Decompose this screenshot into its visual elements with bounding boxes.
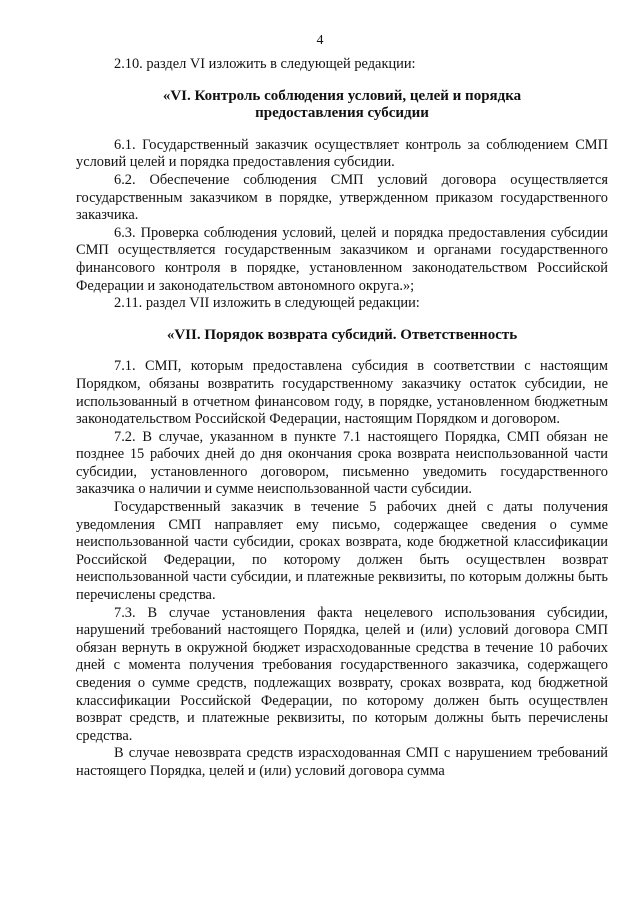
page-number: 4 xyxy=(316,33,324,48)
paragraph-7-1: 7.1. СМП, которым предоставлена субсидия в соответствии с настоящим Порядком, обязаны возвратить государственному заказчику остаток субсидии, не использованный в отчетном финансовом году, в порядке, установленном бюджетным законодательством Российской Федерации, настоящим Порядком и договором. xyxy=(76,358,608,428)
section-6-heading-line-2: предоставления субсидии xyxy=(255,105,429,122)
section-6-heading-line-1: «VI. Контроль соблюдения условий, целей и порядка xyxy=(162,87,522,104)
paragraph-6-1: 6.1. Государственный заказчик осуществляет контроль за соблюдением СМП условий целей и порядка предоставления субсидии. xyxy=(76,136,608,171)
paragraph-6-2: 6.2. Обеспечение соблюдения СМП условий договора осуществляется государственным заказчиком в порядке, утвержденном приказом государственного заказчика. xyxy=(76,171,608,224)
amendment-item-2-10: 2.10. раздел VI изложить в следующей редакции: xyxy=(114,56,416,72)
paragraph-7-2-continued: Государственный заказчик в течение 5 рабочих дней с даты получения уведомления СМП направляет ему письмо, содержащее сведения о сумме неиспользованной части субсидии, сроках возврата, коде бюджетной классификации Российской Федерации, по которому должен быть осуществлен возврат неиспользованной части субсидии, и платежные реквизиты, по которым должны быть перечислены средства. xyxy=(76,499,608,604)
paragraph-7-3-continued: В случае невозврата средств израсходованная СМП с нарушением требований настоящего Порядка, целей и (или) условий договора сумма xyxy=(76,745,608,779)
section-7-heading: «VII. Порядок возврата субсидий. Ответственность xyxy=(166,326,518,343)
amendment-item-2-11: 2.11. раздел VII изложить в следующей редакции: xyxy=(114,295,420,312)
document-body xyxy=(76,56,608,781)
paragraph-6-3: 6.3. Проверка соблюдения условий, целей и порядка предоставления субсидии СМП осуществляется государственным заказчиком и органами государственного финансового контроля в порядке, установленном законодательством Российской Федерации и законодательством автономного округа.»; xyxy=(76,224,608,294)
paragraph-7-2: 7.2. В случае, указанном в пункте 7.1 настоящего Порядка, СМП обязан не позднее 15 рабочих дней до дня окончания срока возврата неиспользованной части субсидии, установленного договором, письменно уведомить государственного заказчика о наличии и сумме неиспользованной части субсидии. xyxy=(76,428,608,498)
paragraph-7-3: 7.3. В случае установления факта нецелевого использования субсидии, нарушений требований настоящего Порядка, целей и (или) условий договора СМП обязан вернуть в окружной бюджет израсходованные средства в течение 10 рабочих дней с момента получения требования государственного заказчика, содержащего сведения о сумме средств, подлежащих возврату, сроках возврата, код бюджетной классификации Российской Федерации, по которому должен быть осуществлен возврат средств, и платежные реквизиты, по которым должны быть перечислены средства. xyxy=(76,604,608,744)
